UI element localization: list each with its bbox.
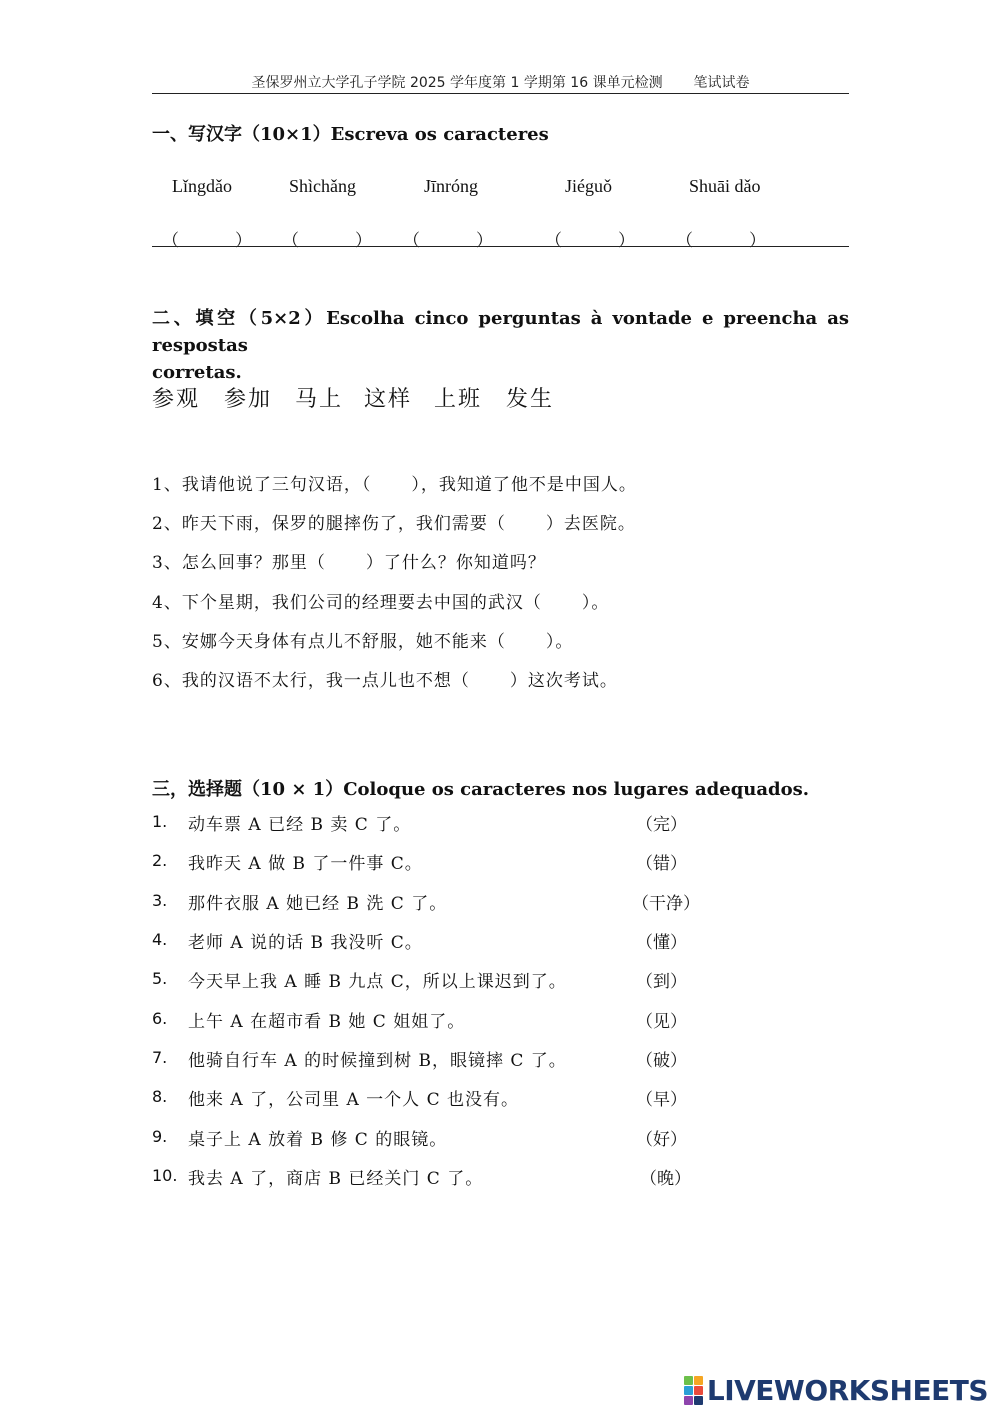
mc-option-7: （破） xyxy=(636,1051,687,1071)
pinyin-4: Jiéguǒ xyxy=(565,176,612,196)
mc-question-9: 桌子上 A 放着 B 修 C 的眼镜。 xyxy=(188,1130,448,1150)
fill-question-5: 5、安娜今天身体有点儿不舒服，她不能来（ ）。 xyxy=(152,632,574,652)
answer-slot-5[interactable]: （ ） xyxy=(676,231,766,250)
word-bank-item: 参观 xyxy=(152,387,201,412)
mc-option-9: （好） xyxy=(636,1130,687,1150)
mc-question-4: 老师 A 说的话 B 我没听 C。 xyxy=(188,933,423,953)
mc-option-8: （早） xyxy=(636,1090,687,1110)
answer-slot-1[interactable]: （ ） xyxy=(162,231,252,250)
fill-question-2: 2、昨天下雨，保罗的腿摔伤了，我们需要（ ）去医院。 xyxy=(152,514,636,534)
liveworksheets-logo[interactable] xyxy=(684,1371,988,1409)
header-divider xyxy=(152,93,849,94)
mc-question-8: 他来 A 了，公司里 A 一个人 C 也没有。 xyxy=(188,1090,519,1110)
word-bank-item: 发生 xyxy=(506,387,555,412)
pinyin-3: Jīnróng xyxy=(424,176,478,196)
mc-option-1: （完） xyxy=(636,815,687,835)
pinyin-5: Shuāi dǎo xyxy=(689,176,761,196)
section2-title xyxy=(152,305,849,386)
fill-question-6: 6、我的汉语不太行，我一点儿也不想（ ）这次考试。 xyxy=(152,671,618,691)
mc-number: 2. xyxy=(152,851,168,870)
mc-question-6: 上午 A 在超市看 B 她 C 姐姐了。 xyxy=(188,1012,466,1032)
mc-number: 7. xyxy=(152,1048,168,1067)
mc-option-4: （懂） xyxy=(636,933,687,953)
mc-number: 4. xyxy=(152,930,168,949)
mc-number: 3. xyxy=(152,891,168,910)
logo-mark-icon xyxy=(684,1376,703,1405)
word-bank-item: 参加 xyxy=(224,387,273,412)
document-header xyxy=(152,72,849,92)
section2-title-line1: 二、填空（5×2）Escolha cinco perguntas à vontade e preencha as respostas xyxy=(152,308,849,356)
header-subtitle: 笔试试卷 xyxy=(693,75,750,91)
mc-number: 10. xyxy=(152,1166,178,1185)
mc-option-10: （晚） xyxy=(640,1169,691,1189)
mc-number: 8. xyxy=(152,1087,168,1106)
mc-number: 6. xyxy=(152,1009,168,1028)
mc-option-2: （错） xyxy=(636,854,687,874)
fill-question-3: 3、怎么回事？那里（ ）了什么？你知道吗？ xyxy=(152,553,546,573)
fill-question-4: 4、下个星期，我们公司的经理要去中国的武汉（ ）。 xyxy=(152,593,610,613)
mc-question-2: 我昨天 A 做 B 了一件事 C。 xyxy=(188,854,423,874)
section3-title: 三，选择题（10 × 1）Coloque os caracteres nos lugares adequados. xyxy=(152,779,810,800)
word-bank-item: 上班 xyxy=(434,387,483,412)
pinyin-1: Lǐngdǎo xyxy=(172,176,232,196)
mc-question-3: 那件衣服 A 她已经 B 洗 C 了。 xyxy=(188,894,448,914)
mc-option-6: （见） xyxy=(636,1012,687,1032)
section2-title-line2: corretas. xyxy=(152,362,242,383)
brand-name: LIVEWORKSHEETS xyxy=(706,1373,988,1407)
word-bank-item: 马上 xyxy=(295,387,344,412)
answer-slot-3[interactable]: （ ） xyxy=(403,231,493,250)
word-bank-item: 这样 xyxy=(364,387,413,412)
header-title: 圣保罗州立大学孔子学院 2025 学年度第 1 学期第 16 课单元检测 xyxy=(251,75,663,91)
section1-title: 一、写汉字（10×1）Escreva os caracteres xyxy=(152,124,549,145)
answer-slot-4[interactable]: （ ） xyxy=(545,231,635,250)
answer-slot-2[interactable]: （ ） xyxy=(282,231,372,250)
mc-number: 5. xyxy=(152,969,168,988)
mc-question-10: 我去 A 了，商店 B 已经关门 C 了。 xyxy=(188,1169,484,1189)
mc-question-7: 他骑自行车 A 的时候撞到树 B，眼镜摔 C 了。 xyxy=(188,1051,567,1071)
fill-question-1: 1、我请他说了三句汉语，（ ），我知道了他不是中国人。 xyxy=(152,475,637,495)
mc-option-3: （干净） xyxy=(632,894,700,914)
answer-underline xyxy=(152,246,849,247)
mc-number: 9. xyxy=(152,1127,168,1146)
mc-number: 1. xyxy=(152,812,168,831)
pinyin-2: Shìchǎng xyxy=(289,176,356,196)
mc-question-5: 今天早上我 A 睡 B 九点 C，所以上课迟到了。 xyxy=(188,972,567,992)
mc-question-1: 动车票 A 已经 B 卖 C 了。 xyxy=(188,815,412,835)
mc-option-5: （到） xyxy=(636,972,687,992)
